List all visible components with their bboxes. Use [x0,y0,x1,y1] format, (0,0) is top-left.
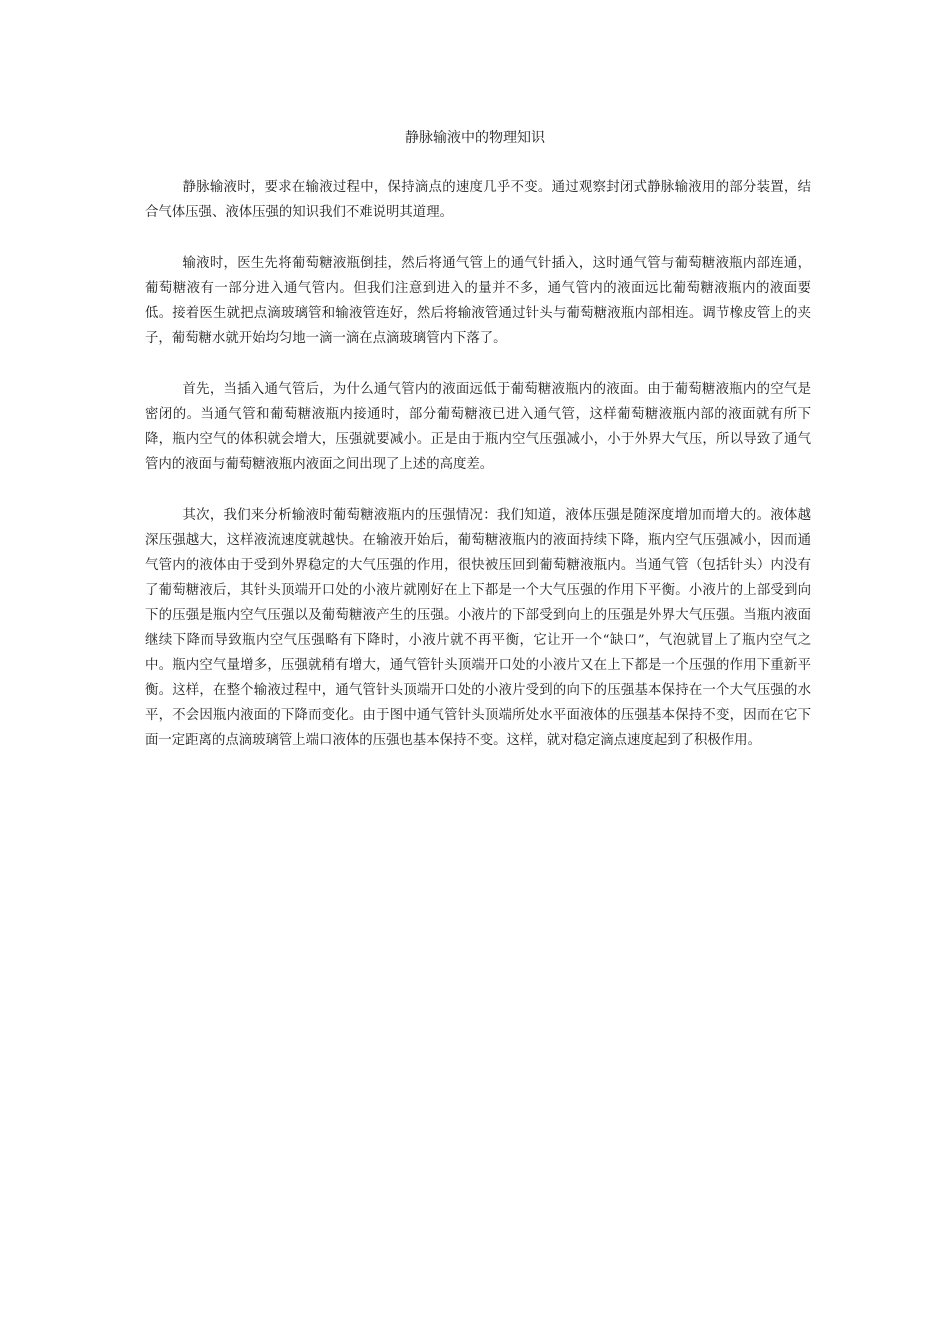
paragraph-procedure: 输液时，医生先将葡萄糖液瓶倒挂，然后将通气管上的通气针插入，这时通气管与葡萄糖液瓶内部连通，葡萄糖液有一部分进入通气管内。但我们注意到进入的量并不多，通气管内的液面远比葡萄糖液瓶内的液面要低。接着医生就把点滴玻璃管和输液管连好，然后将输液管通过针头与葡萄糖液瓶内部相连。调节橡皮管上的夹子，葡萄糖水就开始均匀地一滴一滴在点滴玻璃管内下落了。 [145,256,811,346]
paragraph-intro: 静脉输液时，要求在输液过程中，保持滴点的速度几乎不变。通过观察封闭式静脉输液用的部分装置，结合气体压强、液体压强的知识我们不难说明其道理。 [145,180,811,220]
page-title: 静脉输液中的物理知识 [405,130,545,146]
document-body [145,175,811,779]
paragraph-first-analysis: 首先，当插入通气管后，为什么通气管内的液面远低于葡萄糖液瓶内的液面。由于葡萄糖液瓶内的空气是密闭的。当通气管和葡萄糖液瓶内接通时，部分葡萄糖液已进入通气管，这样葡萄糖液瓶内部的液面就有所下降，瓶内空气的体积就会增大，压强就要减小。正是由于瓶内空气压强减小，小于外界大气压，所以导致了通气管内的液面与葡萄糖液瓶内液面之间出现了上述的高度差。 [145,382,811,472]
paragraph-second-analysis: 其次，我们来分析输液时葡萄糖液瓶内的压强情况：我们知道，液体压强是随深度增加而增大的。液体越深压强越大，这样液流速度就越快。在输液开始后，葡萄糖液瓶内的液面持续下降，瓶内空气压强减小，因而通气管内的液体由于受到外界稳定的大气压强的作用，很快被压回到葡萄糖液瓶内。当通气管（包括针头）内没有了葡萄糖液后，其针头顶端开口处的小液片就刚好在上下都是一个大气压强的作用下平衡。小液片的上部受到向下的压强是瓶内空气压强以及葡萄糖液产生的压强。小液片的下部受到向上的压强是外界大气压强。当瓶内液面继续下降而导致瓶内空气压强略有下降时，小液片就不再平衡，它让开一个“缺口”，气泡就冒上了瓶内空气之中。瓶内空气量增多，压强就稍有增大，通气管针头顶端开口处的小液片又在上下都是一个压强的作用下重新平衡。这样，在整个输液过程中，通气管针头顶端开口处的小液片受到的向下的压强基本保持在一个大气压强的水平，不会因瓶内液面的下降而变化。由于图中通气管针头顶端所处水平面液体的压强基本保持不变，因而在它下面一定距离的点滴玻璃管上端口液体的压强也基本保持不变。这样，就对稳定滴点速度起到了积极作用。 [145,508,811,748]
